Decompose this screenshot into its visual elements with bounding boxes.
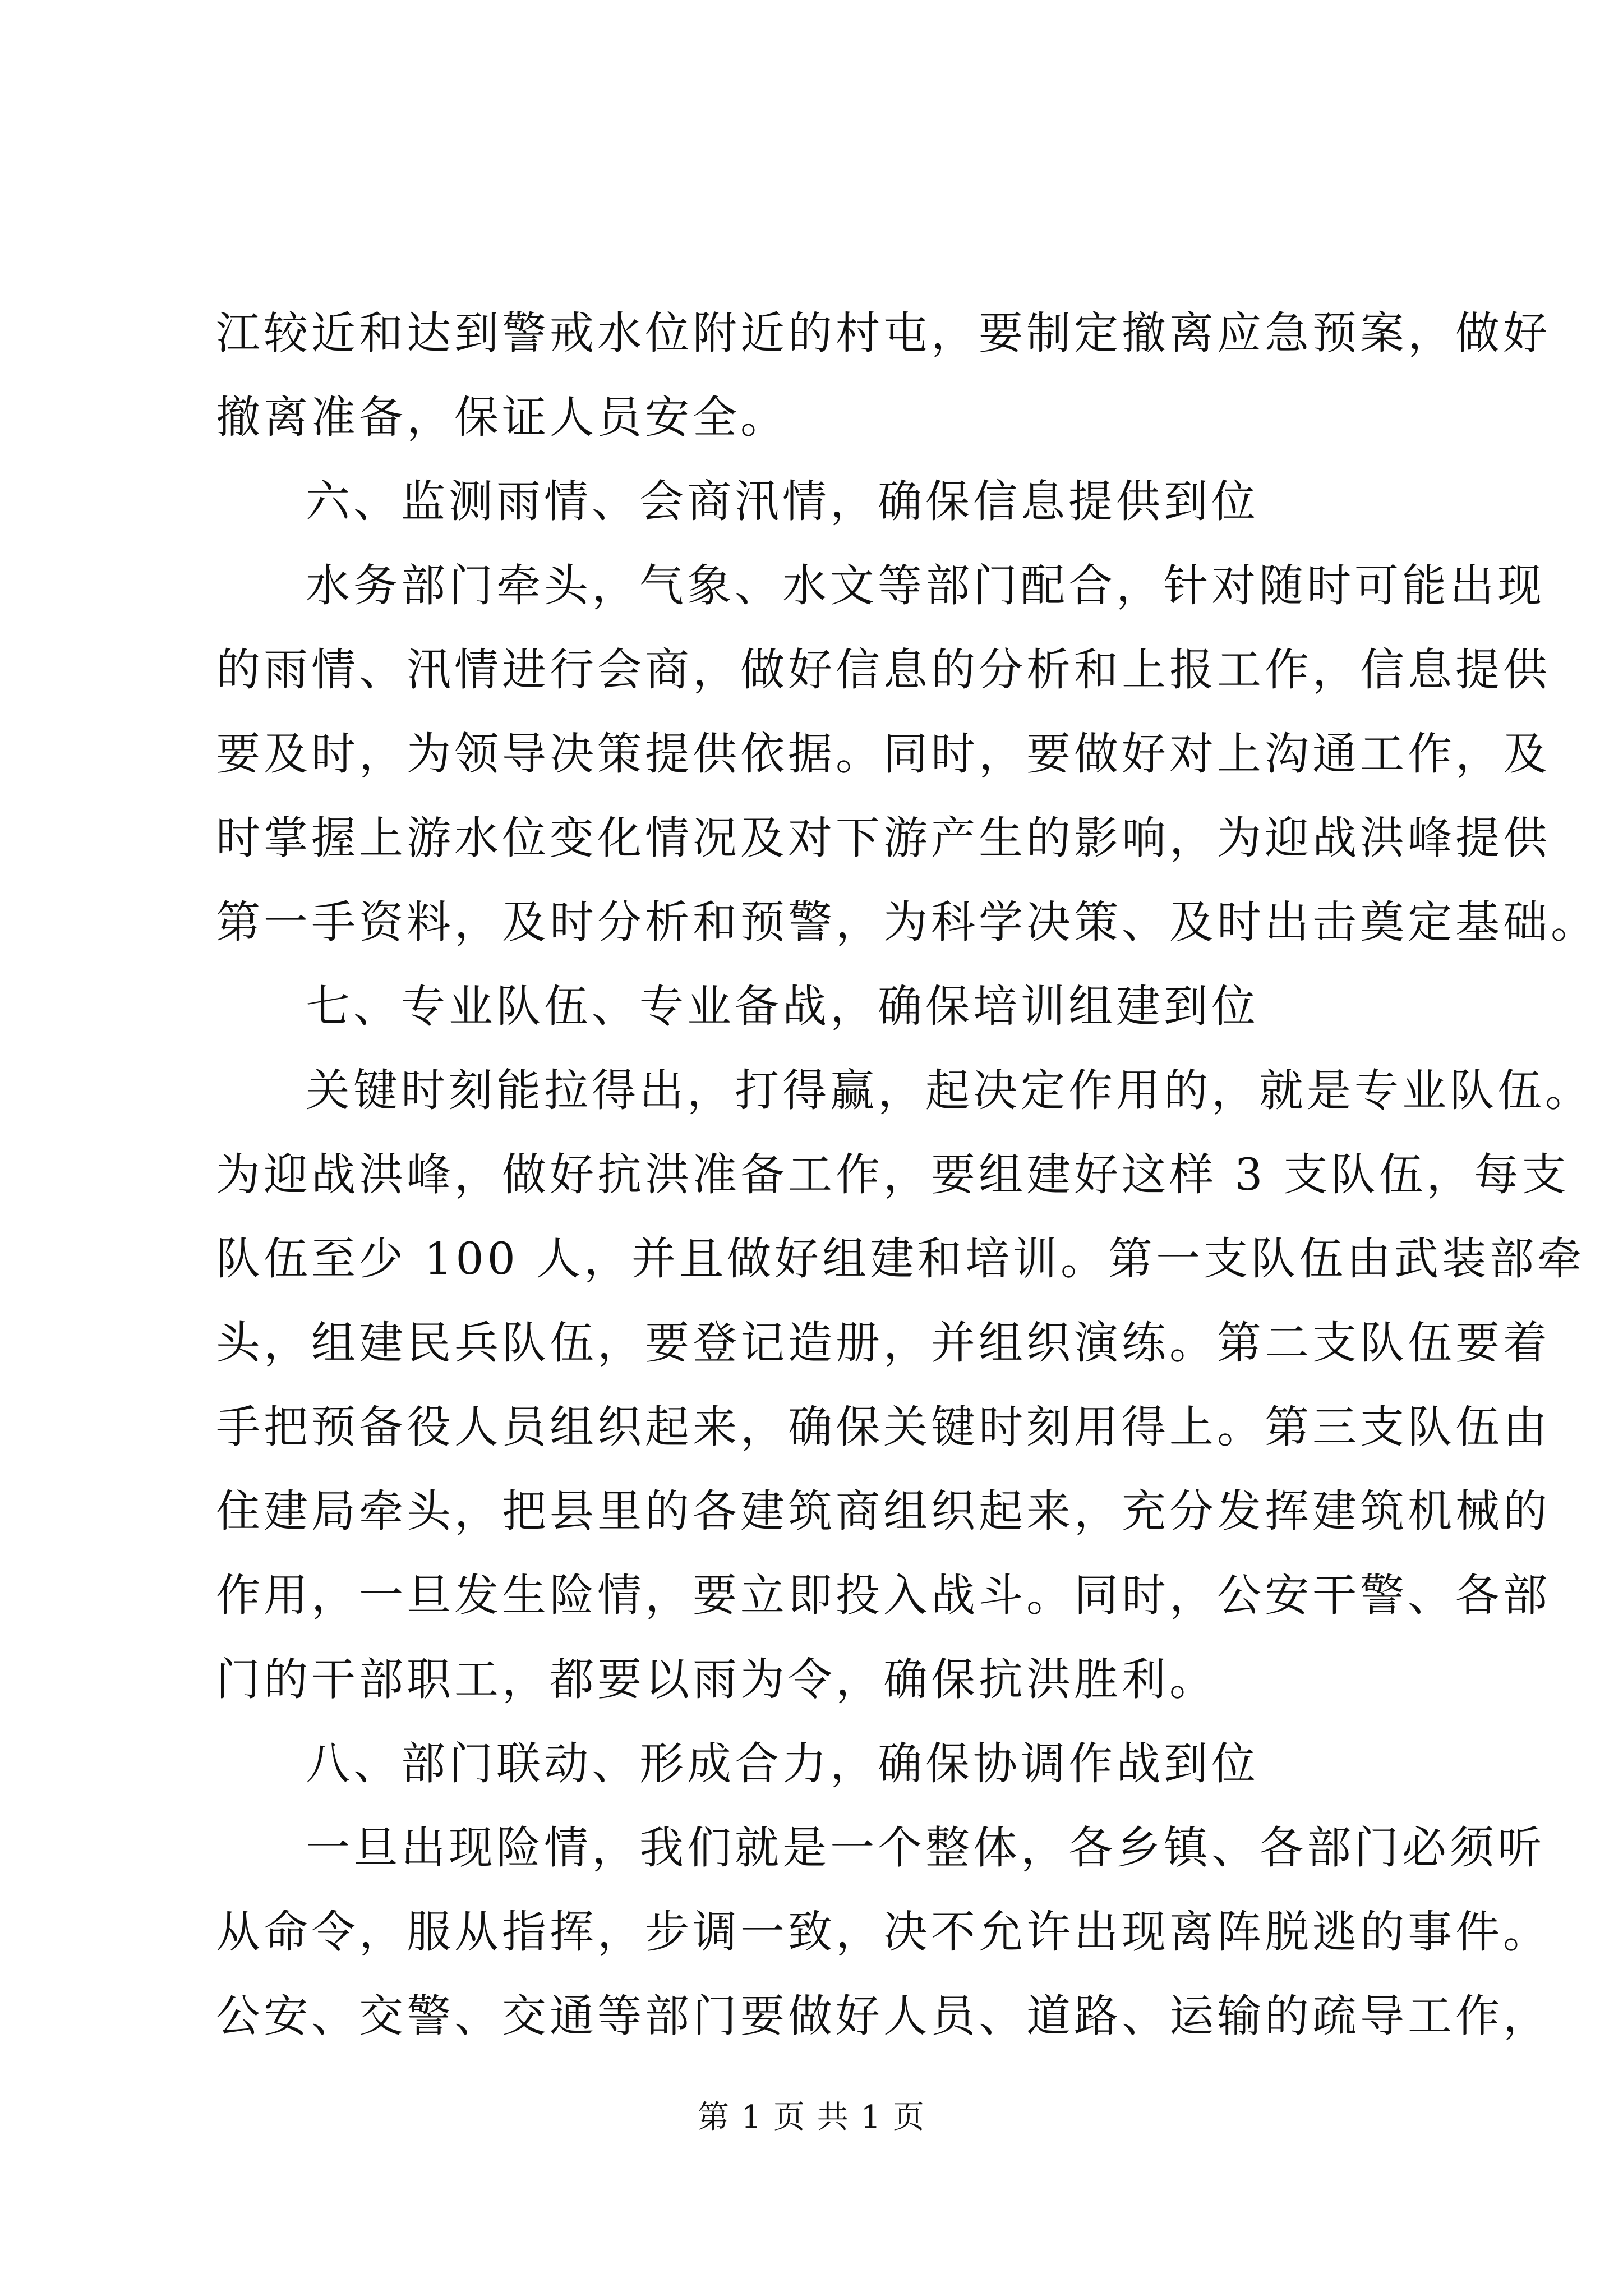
section-heading-7: 七、专业队伍、专业备战，确保培训组建到位 [306, 981, 1259, 1032]
body-line: 手把预备役人员组织起来，确保关键时刻用得上。第三支队伍由 [216, 1401, 1551, 1453]
body-line: 队伍至少 100 人，并且做好组建和培训。第一支队伍由武装部牵 [216, 1233, 1585, 1285]
page-footer: 第 1 页 共 1 页 [697, 2099, 926, 2136]
body-line: 门的干部职工，都要以雨为令，确保抗洪胜利。 [216, 1654, 1217, 1705]
body-line: 住建局牵头，把县里的各建筑商组织起来，充分发挥建筑机械的 [216, 1485, 1551, 1537]
body-line: 为迎战洪峰，做好抗洪准备工作，要组建好这样 3 支队伍，每支 [216, 1149, 1570, 1200]
section-heading-8: 八、部门联动、形成合力，确保协调作战到位 [306, 1738, 1259, 1789]
body-line: 的雨情、汛情进行会商，做好信息的分析和上报工作，信息提供 [216, 644, 1551, 696]
body-line: 时掌握上游水位变化情况及对下游产生的影响，为迎战洪峰提供 [216, 812, 1551, 864]
body-line: 江较近和达到警戒水位附近的村屯，要制定撤离应急预案，做好 [216, 307, 1551, 359]
body-line: 头，组建民兵队伍，要登记造册，并组织演练。第二支队伍要着 [216, 1317, 1551, 1369]
body-line: 撤离准备，保证人员安全。 [216, 392, 788, 443]
body-line: 作用，一旦发生险情，要立即投入战斗。同时，公安干警、各部 [216, 1570, 1551, 1621]
paragraph-first-line: 关键时刻能拉得出，打得赢，起决定作用的，就是专业队伍。 [306, 1065, 1593, 1116]
body-line: 从命令，服从指挥，步调一致，决不允许出现离阵脱逃的事件。 [216, 1906, 1551, 1958]
section-heading-6: 六、监测雨情、会商汛情，确保信息提供到位 [306, 476, 1259, 527]
body-line: 要及时，为领导决策提供依据。同时，要做好对上沟通工作，及 [216, 728, 1551, 780]
body-line: 第一手资料，及时分析和预警，为科学决策、及时出击奠定基础。 [216, 896, 1598, 948]
body-line: 公安、交警、交通等部门要做好人员、道路、运输的疏导工作， [216, 1990, 1551, 2042]
paragraph-first-line: 水务部门牵头，气象、水文等部门配合，针对随时可能出现 [306, 560, 1545, 611]
paragraph-first-line: 一旦出现险情，我们就是一个整体，各乡镇、各部门必须听 [306, 1822, 1545, 1874]
